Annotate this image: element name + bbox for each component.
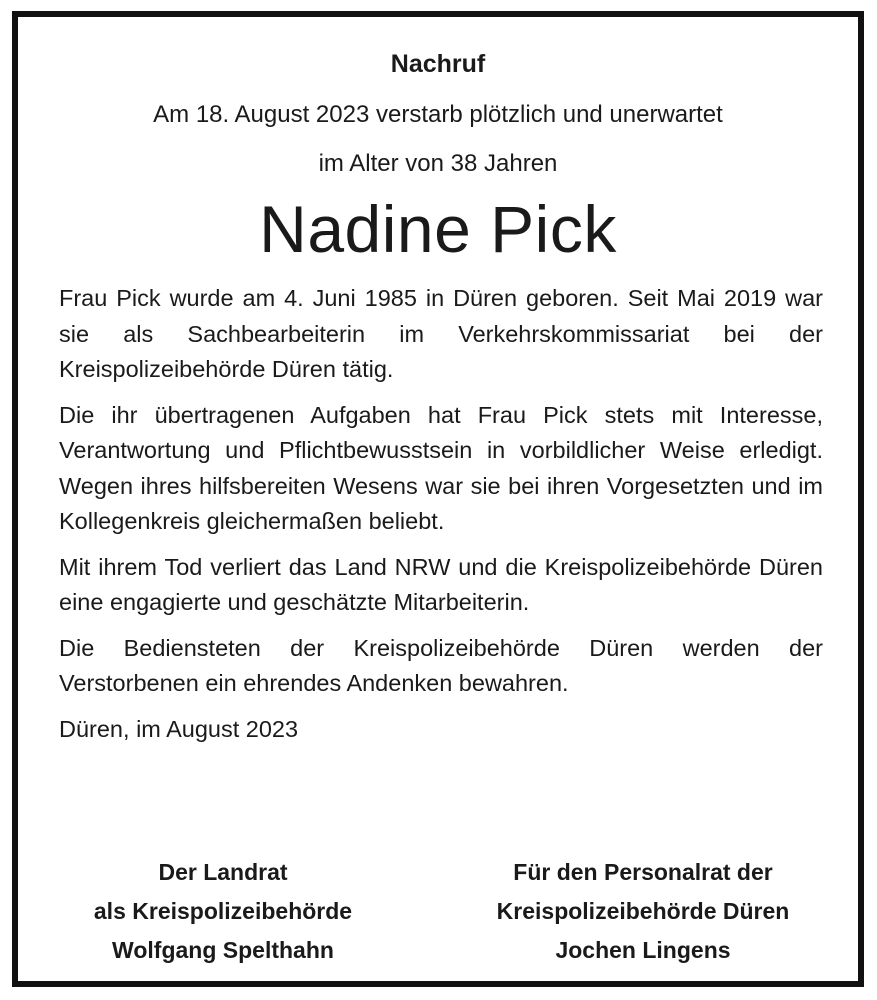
death-announcement-line: Am 18. August 2023 verstarb plötzlich und unerwartet (153, 101, 723, 128)
obituary-heading: Nachruf (390, 50, 486, 78)
age-line: im Alter von 38 Jahren (318, 150, 558, 177)
paragraph-biography: Frau Pick wurde am 4. Juni 1985 in Düren geboren. Seit Mai 2019 war sie als Sachbearbeiterin im Verkehrskommissariat bei der Kreispolizeibehörde Düren tätig. (59, 285, 823, 382)
place-date: Düren, im August 2023 (59, 715, 299, 742)
paragraph-loss: Mit ihrem Tod verliert das Land NRW und die Kreispolizeibehörde Düren eine engagierte und geschätzte Mitarbeiterin. (59, 553, 823, 615)
obituary-body (59, 281, 823, 747)
signature-left-line1: Der Landrat (158, 859, 288, 885)
paragraph-character: Die ihr übertragenen Aufgaben hat Frau Pick stets mit Interesse, Verantwortung und Pflichtbewusstsein in vorbildlicher Weise erledigt. Wegen ihres hilfsbereiten Wesens war sie bei ihren Vorgesetzten und im Kollegenkreis gleichermaßen beliebt. (59, 401, 823, 534)
signature-right-line1: Für den Personalrat der (513, 859, 773, 885)
signature-landrat (58, 853, 388, 970)
signature-left-name: Wolfgang Spelthahn (112, 937, 334, 963)
paragraph-remembrance: Die Bediensteten der Kreispolizeibehörde Düren werden der Verstorbenen ein ehrendes Andenken bewahren. (59, 634, 823, 696)
signature-left-line2: als Kreispolizeibehörde (93, 898, 353, 924)
signature-personalrat (458, 853, 828, 970)
deceased-name: Nadine Pick (259, 192, 617, 266)
obituary-frame (12, 11, 864, 987)
signature-right-name: Jochen Lingens (555, 937, 731, 963)
signature-right-line2: Kreispolizeibehörde Düren (496, 898, 790, 924)
